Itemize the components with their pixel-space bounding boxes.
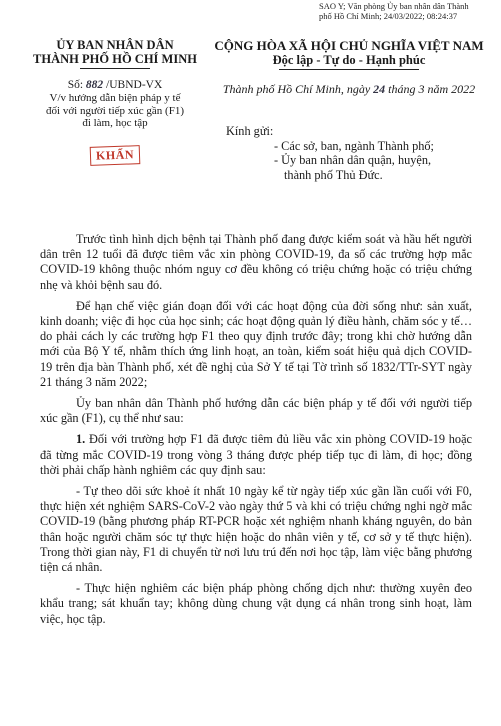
recipient-2-continued: thành phố Thủ Đức.: [284, 167, 383, 182]
body-bullet-1: - Tự theo dõi sức khoẻ ít nhất 10 ngày kể từ ngày tiếp xúc gần lần cuối với F0, thực hiện xét nghiệm SARS-CoV-2 vào ngày thứ 5 và khi có triệu chứng nghi ngờ mắc COVID-19 (bằng phương pháp RT-PCR hoặc xét nghiệm nhanh kháng nguyên, do bản thân hoặc người chăm sóc tự thực hiện hoặc do nhân viên y tế, cơ sở y tế thực hiện). Trong thời gian này, F1 di chuyển từ nơi lưu trú đến nơi học tập, làm việc bằng phương tiện cá nhân.: [40, 484, 472, 575]
org-underline: [80, 68, 150, 69]
recipients-block: [226, 124, 476, 182]
subject-line-3: đi làm, học tập: [82, 117, 148, 129]
national-header-block: [214, 38, 484, 97]
issue-date: [214, 82, 484, 97]
document-number-label: Số:: [67, 79, 84, 91]
body-paragraph-2: Để hạn chế việc gián đoạn đối với các hoạt động của đời sống như: sản xuất, kinh doanh; việc đi học của học sinh; các hoạt động quản lý điều hành, chăm sóc y tế… do phải cách ly các trường hợp F1 theo quy định trước đây; trong khi chờ hướng dẫn mới của Bộ Y tế, nhằm thích ứng linh hoạt, an toàn, kiểm soát hiệu quả dịch COVID-19 trên địa bàn Thành phố, xét đề nghị của Sở Y tế tại Tờ trình số 1832/TTr-SYT ngày 21 tháng 3 năm 2022;: [40, 298, 472, 389]
motto-underline: [279, 69, 419, 70]
recipient-2: - Ủy ban nhân dân quận, huyện,: [274, 153, 432, 167]
recipients-label: Kính gửi:: [226, 124, 274, 138]
date-suffix: tháng 3 năm 2022: [388, 82, 476, 96]
urgent-stamp: KHẨN: [90, 145, 141, 166]
document-body: [40, 232, 472, 633]
document-subject: [30, 92, 200, 130]
document-number-code: /UBND-VX: [106, 79, 163, 91]
body-paragraph-1: Trước tình hình dịch bệnh tại Thành phố đang được kiểm soát và hầu hết người dân trên 12 tuổi đã được tiêm vắc xin phòng COVID-19, đa số các trường hợp mắc COVID-19 không thuộc nhóm nguy cơ đều không có triệu chứng hoặc có triệu chứng nhẹ và khỏi bệnh sau đó.: [40, 232, 472, 292]
org-name-line-1: ỦY BAN NHÂN DÂN: [56, 38, 174, 52]
stamp-line-2: phố Hồ Chí Minh; 24/03/2022; 08:24:37: [319, 10, 458, 21]
subject-line-2: đối với người tiếp xúc gần (F1): [46, 104, 184, 117]
national-motto: Độc lập - Tự do - Hạnh phúc: [272, 53, 426, 67]
org-name-line-2: THÀNH PHỐ HỒ CHÍ MINH: [33, 52, 197, 66]
date-prefix: Thành phố Hồ Chí Minh, ngày: [222, 82, 371, 96]
document-number-value: 882: [85, 79, 104, 91]
digital-copy-stamp: [319, 2, 497, 21]
stamp-line-1: SAO Y; Văn phòng Ủy ban nhân dân Thành: [319, 1, 469, 11]
section-1-number: 1.: [76, 432, 86, 447]
subject-line-1: V/v hướng dẫn biện pháp y tế: [49, 92, 181, 104]
date-day: 24: [373, 82, 386, 96]
body-section-1: [40, 432, 472, 478]
section-1-text: Đối với trường hợp F1 đã được tiêm đủ liều vắc xin phòng COVID-19 hoặc đã từng mắc COVID-19 trong vòng 3 tháng được phép tiếp tục đi làm, đi học; đồng thời phải chấp hành nghiêm các quy định sau:: [40, 432, 472, 477]
issuing-authority-block: [30, 38, 200, 165]
nation-name: CỘNG HÒA XÃ HỘI CHỦ NGHĨA VIỆT NAM: [214, 38, 484, 53]
body-paragraph-3: Ủy ban nhân dân Thành phố hướng dẫn các biện pháp y tế đối với người tiếp xúc gần (F1), cụ thể như sau:: [40, 396, 472, 426]
body-bullet-2: - Thực hiện nghiêm các biện pháp phòng chống dịch như: thường xuyên đeo khẩu trang; sát khuẩn tay; không dùng chung vật dụng cá nhân trong sinh hoạt, làm việc, học tập.: [40, 581, 472, 626]
recipient-1: - Các sở, ban, ngành Thành phố;: [274, 138, 434, 153]
document-number: [30, 79, 200, 91]
